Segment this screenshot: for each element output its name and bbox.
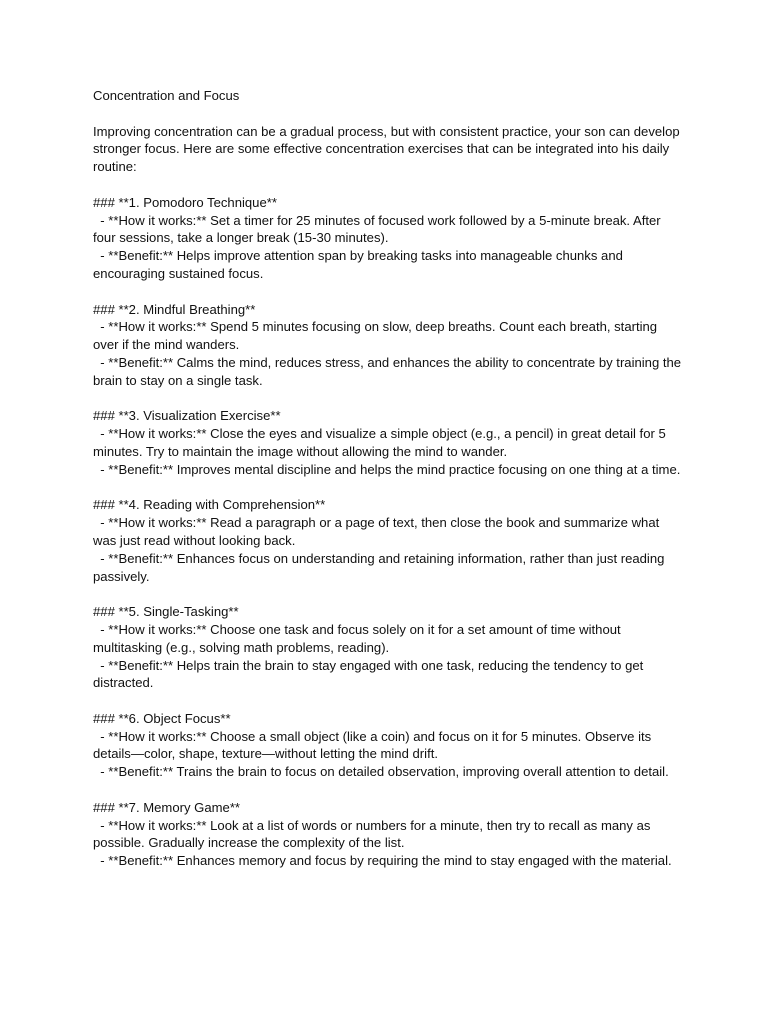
section-pomodoro: [93, 194, 683, 283]
section-how-it-works: - **How it works:** Set a timer for 25 minutes of focused work followed by a 5-minute break. After four sessions, take a longer break (15-30 minutes).: [93, 212, 665, 246]
section-heading: ### **5. Single-Tasking**: [93, 604, 239, 620]
section-reading: [93, 496, 683, 585]
section-heading: ### **6. Object Focus**: [93, 710, 231, 726]
section-visualization: [93, 407, 683, 478]
section-heading: ### **4. Reading with Comprehension**: [93, 497, 326, 513]
section-benefit: - **Benefit:** Trains the brain to focus on detailed observation, improving overall attention to detail.: [93, 764, 669, 780]
section-single-tasking: [93, 603, 683, 692]
section-how-it-works: - **How it works:** Look at a list of words or numbers for a minute, then try to recall as many as possible. Gradually increase the complexity of the list.: [93, 817, 655, 851]
section-benefit: - **Benefit:** Enhances focus on understanding and retaining information, rather than just reading passively.: [93, 550, 669, 584]
section-object-focus: [93, 710, 683, 781]
section-benefit: - **Benefit:** Enhances memory and focus by requiring the mind to stay engaged with the material.: [93, 853, 672, 869]
section-mindful-breathing: [93, 301, 683, 390]
section-benefit: - **Benefit:** Helps improve attention span by breaking tasks into manageable chunks and encouraging sustained focus.: [93, 248, 627, 281]
section-how-it-works: - **How it works:** Close the eyes and visualize a simple object (e.g., a pencil) in great detail for 5 minutes. Try to maintain the image without allowing the mind to wander.: [93, 426, 670, 459]
section-heading: ### **7. Memory Game**: [93, 799, 241, 815]
section-memory-game: [93, 799, 683, 870]
document-body: [93, 87, 683, 888]
section-how-it-works: - **How it works:** Read a paragraph or a page of text, then close the book and summarize what was just read without looking back.: [93, 515, 663, 548]
section-heading: ### **1. Pomodoro Technique**: [93, 194, 277, 210]
section-heading: ### **3. Visualization Exercise**: [93, 408, 281, 424]
section-heading: ### **2. Mindful Breathing**: [93, 301, 256, 317]
section-how-it-works: - **How it works:** Choose a small object (like a coin) and focus on it for 5 minutes. Observe its details—color, shape, texture—without letting the mind drift.: [93, 728, 655, 762]
section-how-it-works: - **How it works:** Choose one task and focus solely on it for a set amount of time without multitasking (e.g., solving math problems, reading).: [93, 621, 625, 655]
section-benefit: - **Benefit:** Calms the mind, reduces stress, and enhances the ability to concentrate by training the brain to stay on a single task.: [93, 354, 685, 388]
section-benefit: - **Benefit:** Improves mental discipline and helps the mind practice focusing on one thing at a time.: [93, 461, 681, 477]
section-how-it-works: - **How it works:** Spend 5 minutes focusing on slow, deep breaths. Count each breath, starting over if the mind wanders.: [93, 319, 661, 353]
section-benefit: - **Benefit:** Helps train the brain to stay engaged with one task, reducing the tendency to get distracted.: [93, 657, 647, 691]
intro-paragraph: Improving concentration can be a gradual process, but with consistent practice, your son can develop stronger focus. Here are some effective concentration exercises that can be integrated into his daily routine:: [93, 123, 684, 175]
document-title: Concentration and Focus: [93, 88, 240, 103]
